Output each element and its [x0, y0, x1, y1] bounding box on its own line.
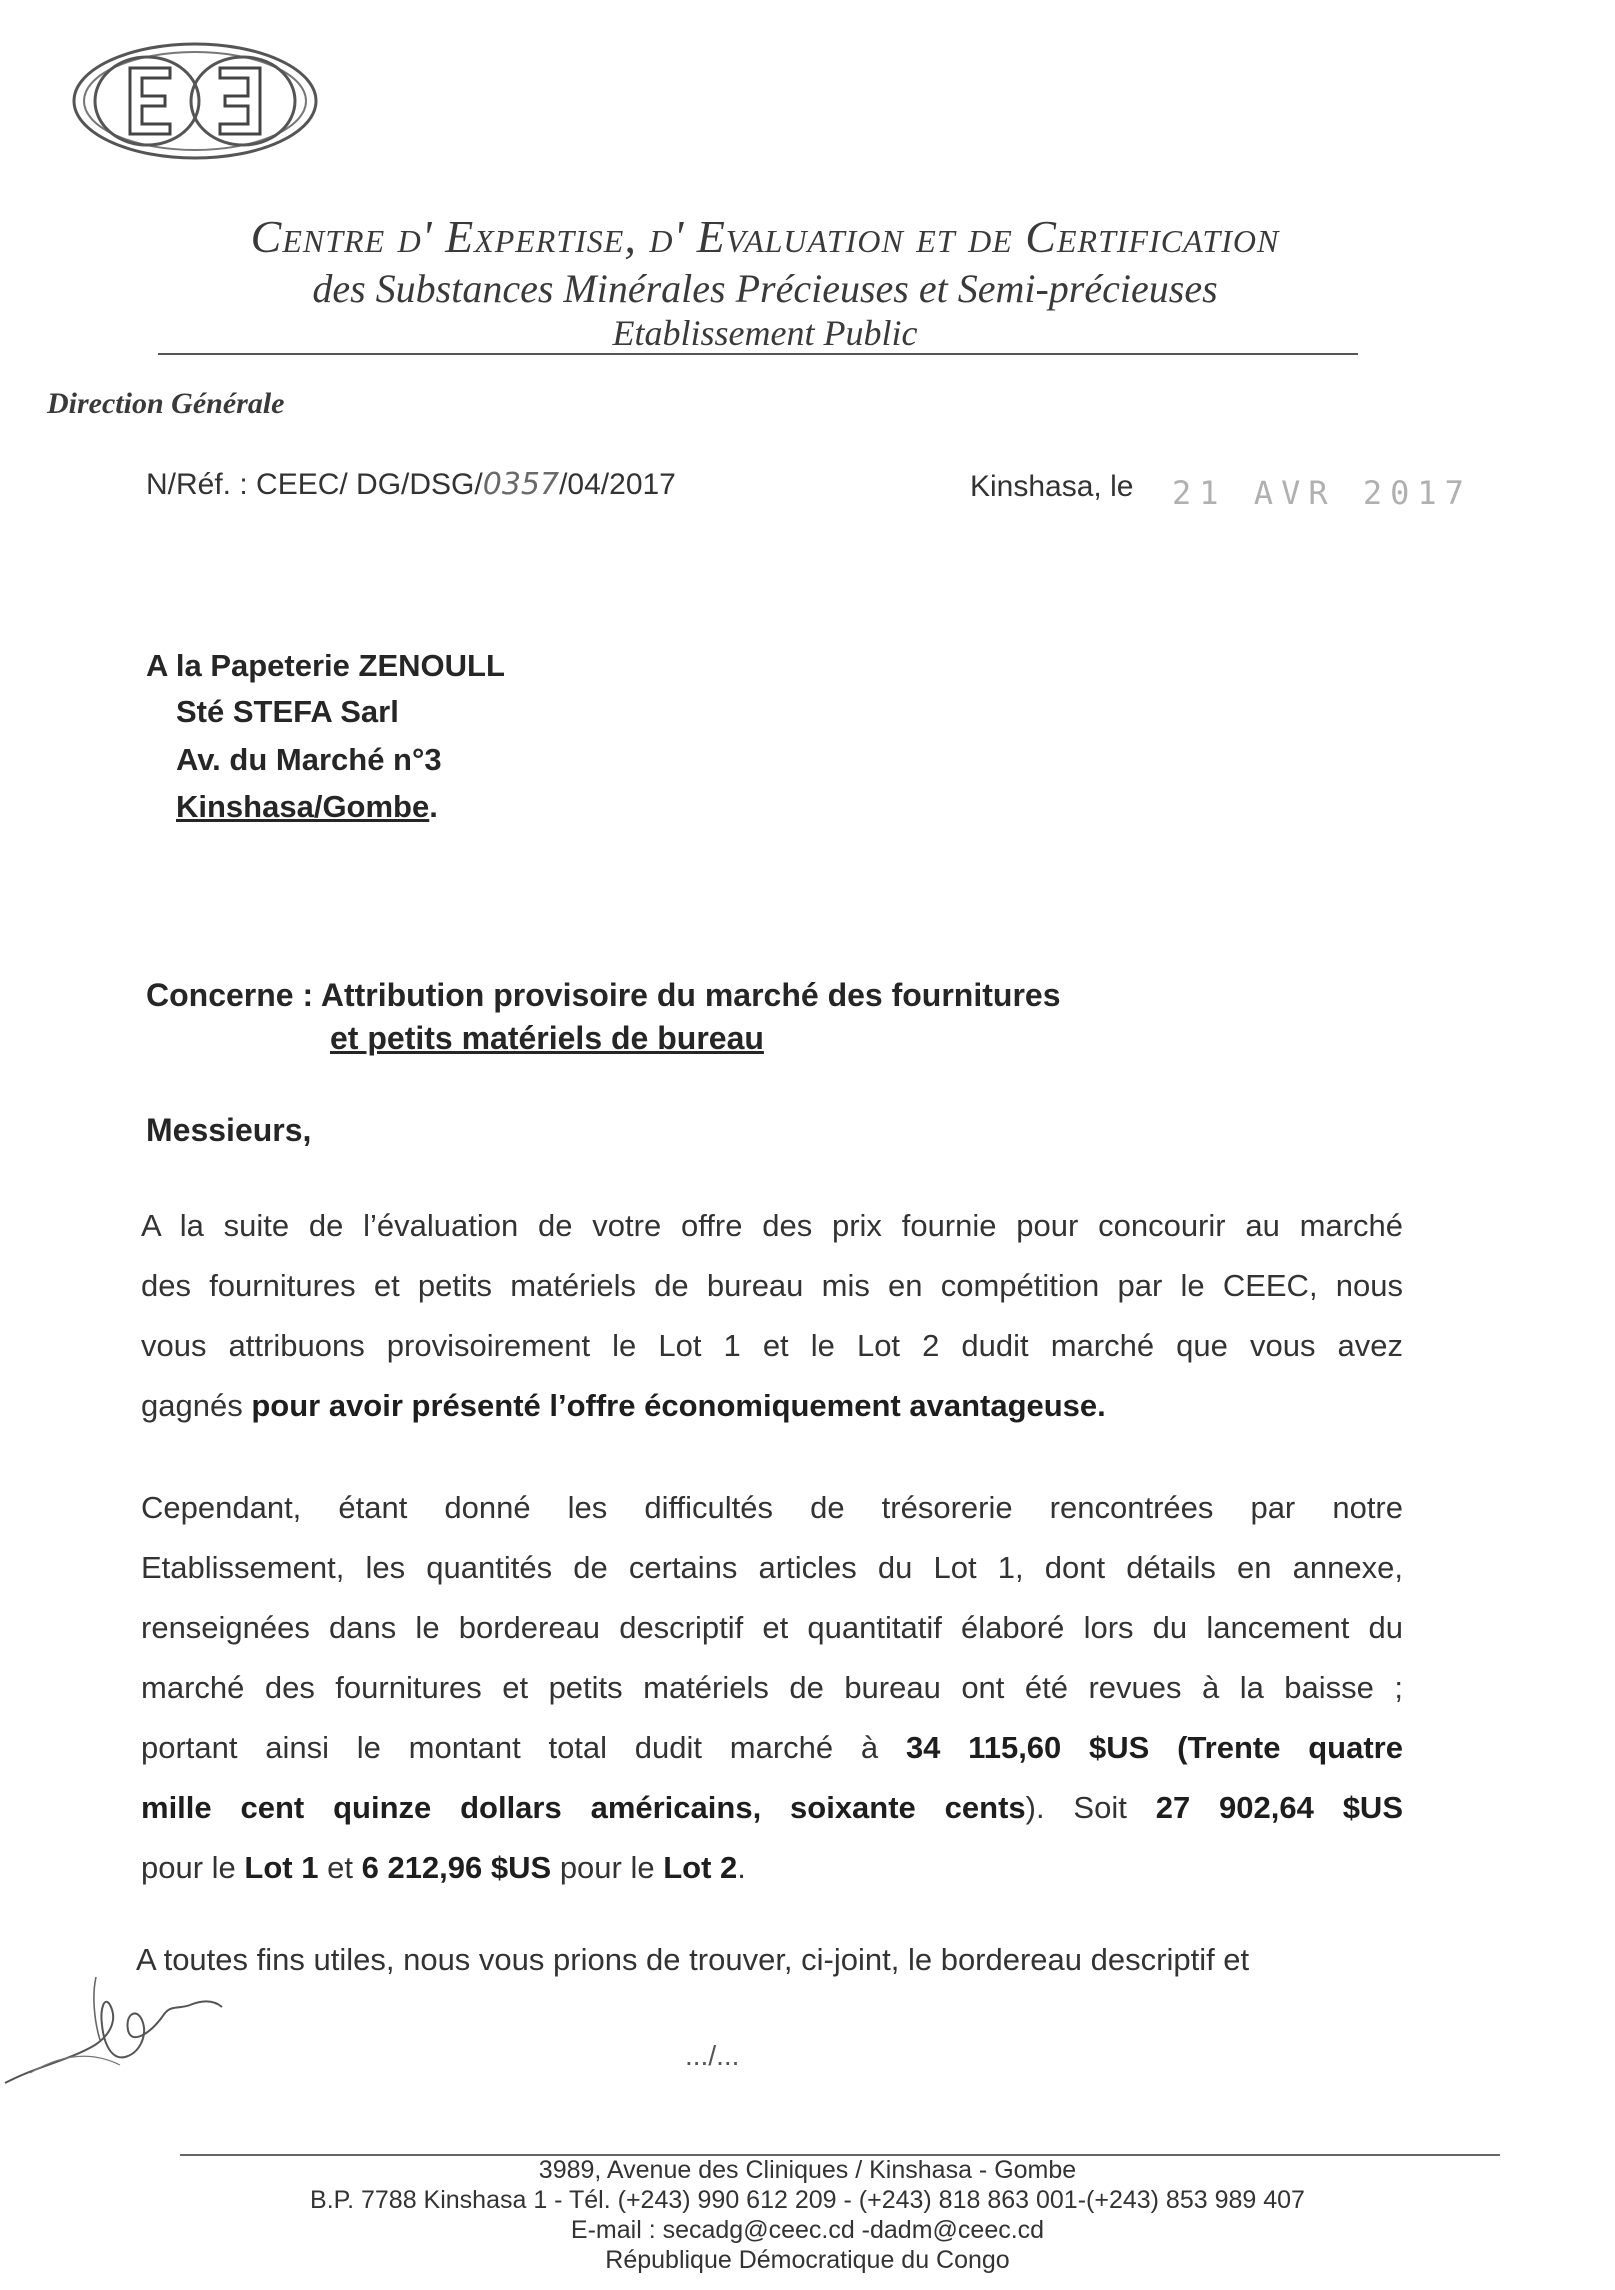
header-divider	[158, 353, 1358, 355]
recipient-line-1: A la Papeterie ZENOULL	[146, 648, 505, 683]
recipient-line-2: Sté STEFA Sarl	[176, 694, 399, 729]
recipient-city: Kinshasa/Gombe	[176, 789, 430, 824]
subject-text-2: et petits matériels de bureau	[330, 1020, 764, 1056]
total-amount: 34 115,60 $US	[905, 1730, 1150, 1765]
paragraph-1: A la suite de l’évaluation de votre offre des prix fournie pour concourir au marché des fournitures et petits matériels de bureau mis en compétition par le CEEC, nous vous attribuons provisoirement le Lot 1 et le Lot 2 dudit marché que vous avez gagnés pour avoir présenté l’offre économiquement avantageuse.	[141, 1208, 1403, 1423]
institution-subtitle: des Substances Minérales Précieuses et Semi-précieuses	[312, 266, 1218, 311]
recipient-line-3: Av. du Marché n°3	[176, 742, 442, 777]
footer-contact: B.P. 7788 Kinshasa 1 - Tél. (+243) 990 612 209 - (+243) 818 863 001-(+243) 853 989 407	[310, 2186, 1305, 2214]
offer-highlight: pour avoir présenté l’offre économiquement avantageuse.	[251, 1388, 1106, 1423]
reference-prefix: N/Réf. : CEEC/ DG/DSG/	[146, 468, 483, 501]
salutation: Messieurs,	[146, 1112, 312, 1148]
recipient-line-4: Kinshasa/Gombe.	[176, 789, 438, 824]
continuation-mark: .../...	[685, 2040, 740, 2071]
institution-name: Centre d' Expertise, d' Evaluation et de Certification	[250, 211, 1280, 262]
footer-address: 3989, Avenue des Cliniques / Kinshasa - Gombe	[538, 2156, 1077, 2184]
subject-label: Concerne :	[146, 977, 314, 1013]
paragraph-2: Cependant, étant donné les difficultés de trésorerie rencontrées par notre Etablissement, les quantités de certains articles du Lot 1, dont détails en annexe, renseignées dans le bordereau descriptif et quantitatif élaboré lors du lancement du marché des fournitures et petits matériels de bureau ont été revues à la baisse ; portant ainsi le montant total dudit marché à 34 115,60 $US (Trente quatre mille cent quinze dollars américains, soixante cents). Soit 27 902,64 $US pour le Lot 1 et 6 212,96 $US pour le Lot 2.	[141, 1490, 1403, 1885]
signature-initials	[0, 1965, 240, 2095]
footer-country: République Démocratique du Congo	[605, 2246, 1010, 2274]
footer-email: E-mail : secadg@ceec.cd -dadm@ceec.cd	[570, 2216, 1045, 2244]
ceec-logo	[70, 40, 320, 162]
subject-line-1	[146, 977, 1060, 1014]
reference-handwritten-number: 0357	[482, 467, 560, 502]
lot1-amount: 27 902,64 $US	[1155, 1790, 1403, 1825]
paragraph-3: A toutes fins utiles, nous vous prions de trouver, ci-joint, le bordereau descriptif et	[136, 1942, 1250, 1977]
reference-number	[146, 467, 676, 502]
lot2-amount: 6 212,96 $US	[361, 1850, 552, 1885]
date-stamp: 21 AVR 2017	[1172, 474, 1472, 512]
department-name: Direction Générale	[47, 387, 285, 420]
subject-text-1: Attribution provisoire du marché des fournitures	[320, 977, 1061, 1013]
institution-status: Etablissement Public	[612, 313, 918, 353]
reference-suffix: /04/2017	[559, 468, 676, 501]
place-label: Kinshasa, le	[970, 470, 1134, 503]
